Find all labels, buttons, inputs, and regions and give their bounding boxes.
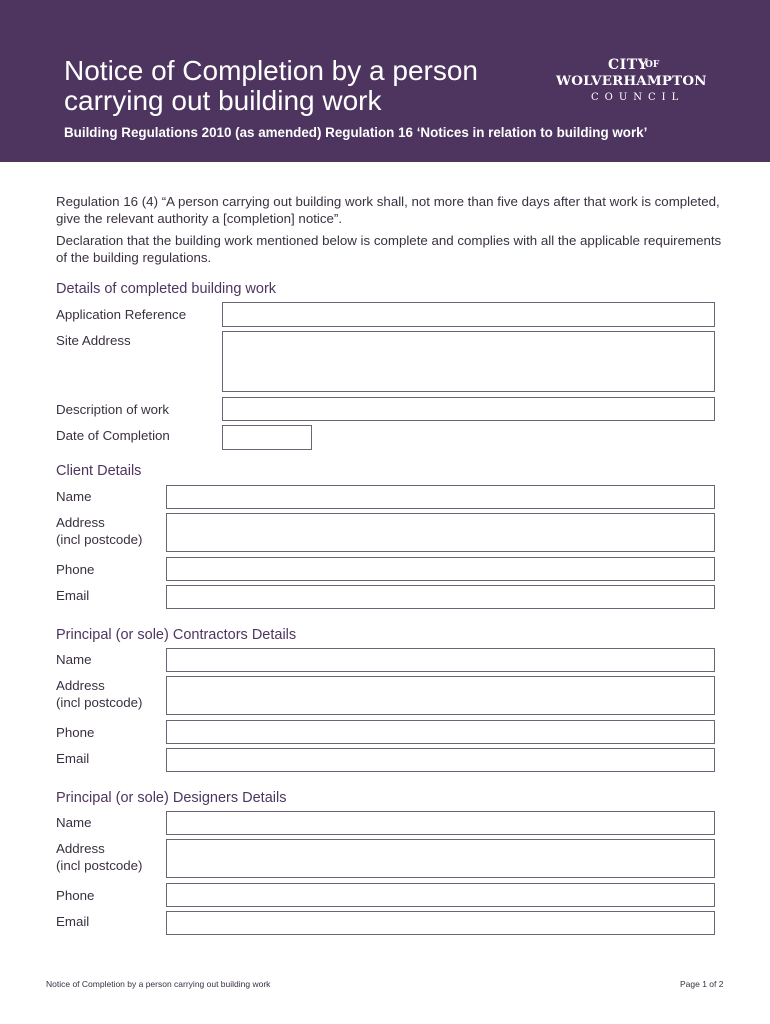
client-address-field[interactable] <box>166 513 715 552</box>
contractor-heading: Principal (or sole) Contractors Details <box>56 627 297 643</box>
designer-name-field[interactable] <box>166 811 715 835</box>
application-reference-field[interactable] <box>222 302 715 327</box>
declaration-text: Declaration that the building work mentioned below is complete and complies with all the applicable requirements of the building regulations. <box>56 233 722 265</box>
contractor-email-label: Email <box>56 751 90 766</box>
client-name-label: Name <box>56 489 92 504</box>
contractor-name-label: Name <box>56 652 92 667</box>
footer-document-title: Notice of Completion by a person carrying out building work <box>46 979 271 989</box>
work-details-heading: Details of completed building work <box>56 281 277 297</box>
contractor-name-field[interactable] <box>166 648 715 672</box>
designer-address-field[interactable] <box>166 839 715 878</box>
logo-name: WOLVERHAMPTON <box>556 73 707 89</box>
designer-address-label <box>56 840 142 874</box>
designer-name-label: Name <box>56 815 92 830</box>
contractor-address-label-text: Address <box>56 678 105 693</box>
application-reference-label: Application Reference <box>56 307 187 322</box>
description-label: Description of work <box>56 402 170 417</box>
footer-page-number: Page 1 of 2 <box>680 979 724 989</box>
logo-of: OF <box>645 60 660 70</box>
designer-phone-field[interactable] <box>166 883 715 907</box>
client-name-field[interactable] <box>166 485 715 509</box>
description-field[interactable] <box>222 397 715 421</box>
council-logo <box>556 57 716 107</box>
client-heading: Client Details <box>56 463 142 479</box>
date-label: Date of Completion <box>56 428 170 443</box>
designer-phone-label: Phone <box>56 888 95 903</box>
client-email-label: Email <box>56 588 90 603</box>
contractor-address-label <box>56 677 142 711</box>
client-address-label <box>56 514 142 548</box>
header-banner <box>0 0 770 162</box>
page-subtitle: Building Regulations 2010 (as amended) Regulation 16 ‘Notices in relation to building work’ <box>64 125 648 140</box>
logo-council: COUNCIL <box>591 92 685 103</box>
client-address-sublabel: (incl postcode) <box>56 532 143 547</box>
site-address-field[interactable] <box>222 331 715 392</box>
designer-address-sublabel: (incl postcode) <box>56 858 143 873</box>
client-address-label-text: Address <box>56 515 105 530</box>
client-email-field[interactable] <box>166 585 715 609</box>
page-title: Notice of Completion by a person carrying out building work <box>64 55 478 116</box>
site-address-label: Site Address <box>56 333 131 348</box>
contractor-address-sublabel: (incl postcode) <box>56 695 143 710</box>
client-phone-field[interactable] <box>166 557 715 581</box>
regulation-text: Regulation 16 (4) “A person carrying out building work shall, not more than five days after that work is completed, give the relevant authority a [completion] notice”. <box>56 194 720 226</box>
contractor-phone-label: Phone <box>56 725 95 740</box>
date-field[interactable] <box>222 425 312 450</box>
designer-heading: Principal (or sole) Designers Details <box>56 790 287 806</box>
designer-address-label-text: Address <box>56 841 105 856</box>
designer-email-label: Email <box>56 914 90 929</box>
logo-city: CITY <box>608 57 649 73</box>
contractor-email-field[interactable] <box>166 748 715 772</box>
client-phone-label: Phone <box>56 562 95 577</box>
contractor-address-field[interactable] <box>166 676 715 715</box>
designer-email-field[interactable] <box>166 911 715 935</box>
contractor-phone-field[interactable] <box>166 720 715 744</box>
